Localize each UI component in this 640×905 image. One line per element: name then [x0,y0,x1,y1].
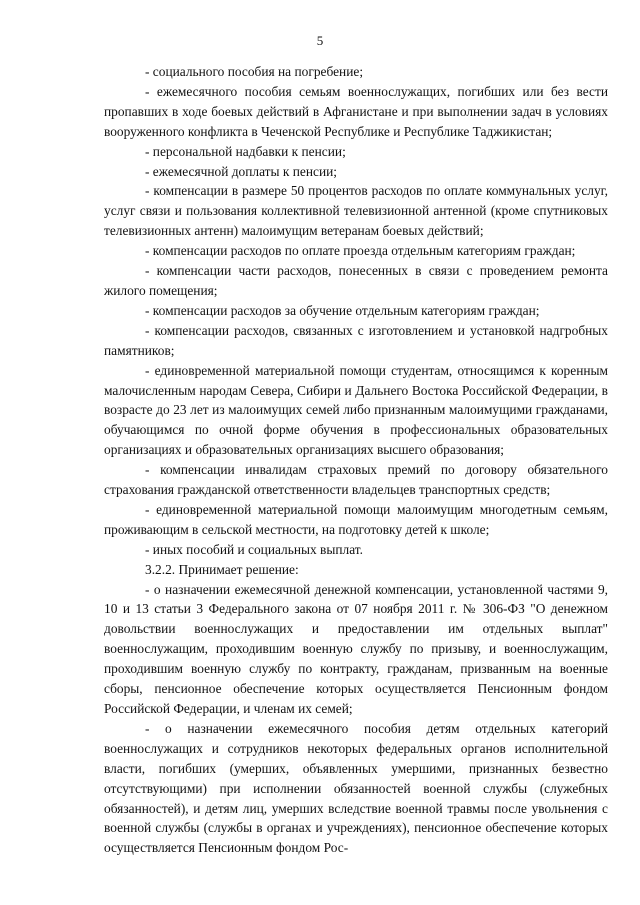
paragraph-utility-compensation: - компенсации в размере 50 процентов расходов по оплате коммунальных услуг, услуг связи и пользования коллективной телевизионной антенной (кроме спутниковых телевизионных антенн) малоимущим ветеранам боевых действий; [104,183,608,239]
paragraph-personal-pension-supplement: - персональной надбавки к пенсии; [145,143,346,159]
paragraph-other-benefits: - иных пособий и социальных выплат. [145,541,364,557]
section-heading-3-2-2: 3.2.2. Принимает решение: [145,561,299,577]
paragraph-funeral-benefit: - социального пособия на погребение; [145,64,364,79]
paragraph-travel-compensation: - компенсации расходов по оплате проезда отдельным категориям граждан; [145,243,576,259]
paragraph-insurance-compensation: - компенсации инвалидам страховых премий по договору обязательного страхования гражданской ответственности владельцев транспортных средств; [104,462,608,498]
paragraph-student-aid: - единовременной материальной помощи студентам, относящимся к коренным малочисленным народам Севера, Сибири и Дальнего Востока Российской Федерации, в возрасте до 23 лет из малоимущих семей либо признанным малоимущими гражданами, обучающимся по очной форме обучения в профессиональных образовательных организациях и образовательных организациях высшего образования; [104,362,608,458]
paragraph-children-benefit-decision: - о назначении ежемесячного пособия детям отдельных категорий военнослужащих и сотрудников некоторых федеральных органов исполнительной власти, погибших (умерших, объявленных умершими, признанных безвестно отсутствующими) при исполнении обязанностей военной службы (служебных обязанностей), и детям лиц, умерших вследствие военной травмы после увольнения с военной службы (службы в органах и учреждениях), пенсионное обеспечение которых осуществляется Пенсионным фондом Рос- [104,720,608,856]
paragraph-military-compensation-decision: - о назначении ежемесячной денежной компенсации, установленной частями 9, 10 и 13 статьи 3 Федерального закона от 07 ноября 2011 г. № 306-ФЗ "О денежном довольствии военнослужащих и предоставлении им отдельных выплат" военнослужащим, проходившим военную службу по призыву, и военнослужащим, проходившим военную службу по контракту, гражданам, призванным на военные сборы, пенсионное обеспечение которых осуществляется Пенсионным фондом Российской Федерации, и членам их семей; [104,581,608,716]
paragraph-education-compensation: - компенсации расходов за обучение отдельным категориям граждан; [145,302,540,318]
paragraph-large-family-aid: - единовременной материальной помощи малоимущим многодетным семьям, проживающим в сельской местности, на подготовку детей к школе; [104,501,608,537]
paragraph-monthly-pension-supplement: - ежемесячной доплаты к пенсии; [145,163,338,179]
paragraph-repair-compensation: - компенсации части расходов, понесенных в связи с проведением ремонта жилого помещения; [104,263,608,298]
paragraph-military-families-benefit: - ежемесячного пособия семьям военнослужащих, погибших или без вести пропавших в ходе боевых действий в Афганистане и при выполнении задач в условиях вооруженного конфликта в Чеченской Республике и Республике Таджикистан; [104,83,608,139]
page-number: 5 [316,33,324,48]
paragraph-monument-compensation: - компенсации расходов, связанных с изготовлением и установкой надгробных памятников; [104,322,608,358]
document-body [104,62,608,858]
